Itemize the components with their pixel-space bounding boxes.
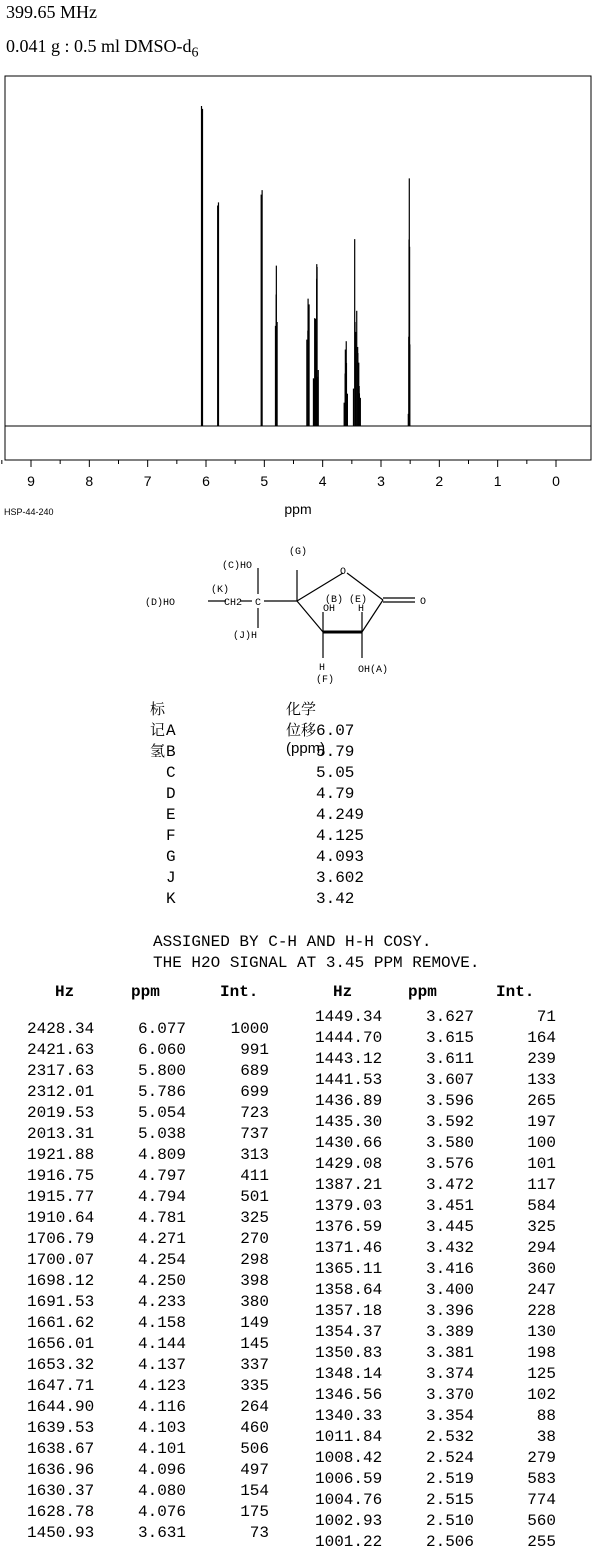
peak-hz: 1915.77: [27, 1188, 95, 1206]
peak-ppm: 4.101: [138, 1440, 187, 1458]
x-tick-label: 1: [493, 473, 502, 489]
peak-intensity: 88: [536, 1407, 556, 1425]
peak-ppm: 4.096: [138, 1461, 187, 1479]
x-tick-label: 2: [435, 473, 444, 489]
bond: [297, 601, 323, 632]
peak-ppm: 3.432: [426, 1239, 475, 1257]
label-k: (K): [211, 585, 230, 596]
peak-ppm: 3.472: [426, 1176, 475, 1194]
peak-hz: 1011.84: [315, 1428, 383, 1446]
assignment-shift: 4.125: [316, 827, 365, 845]
peak-intensity: 294: [527, 1239, 556, 1257]
peak-ppm: 6.077: [138, 1020, 187, 1038]
peak-hz: 1638.67: [27, 1440, 95, 1458]
peak-ppm: 5.786: [138, 1083, 187, 1101]
peak-ppm: 2.515: [426, 1491, 475, 1509]
note-line: THE H2O SIGNAL AT 3.45 PPM REMOVE.: [153, 954, 480, 972]
peak-intensity: 699: [240, 1083, 269, 1101]
peak-intensity: 313: [240, 1146, 269, 1164]
peak-hz: 1004.76: [315, 1491, 383, 1509]
x-tick-label: 8: [85, 473, 94, 489]
peak-intensity: 723: [240, 1104, 269, 1122]
peak-hz: 1450.93: [27, 1524, 95, 1542]
label-oh-a: OH(A): [358, 665, 389, 676]
peak-ppm: 4.781: [138, 1209, 187, 1227]
peak-hz: 1441.53: [315, 1071, 383, 1089]
peak-intensity: 398: [240, 1272, 269, 1290]
peak-intensity: 247: [527, 1281, 556, 1299]
peak-ppm: 3.354: [426, 1407, 475, 1425]
peak-hz: 2421.63: [27, 1041, 95, 1059]
peak-hz: 1358.64: [315, 1281, 383, 1299]
peak-hz: 1346.56: [315, 1386, 383, 1404]
label-f-h: H: [319, 663, 326, 674]
peak-header-int-right: Int.: [496, 983, 535, 1001]
peak-ppm: 4.076: [138, 1503, 187, 1521]
x-tick-label: 9: [27, 473, 35, 489]
peak-intensity: 73: [249, 1524, 269, 1542]
peak-hz: 1340.33: [315, 1407, 383, 1425]
note-line: ASSIGNED BY C-H AND H-H COSY.: [153, 933, 432, 951]
peak-intensity: 197: [527, 1113, 556, 1131]
peak-ppm: 2.524: [426, 1449, 475, 1467]
peak-header-hz-left: Hz: [55, 983, 75, 1001]
assignment-header-label: 标记氢: [150, 701, 166, 760]
peak-ppm: 4.254: [138, 1251, 187, 1269]
peak-intensity: 497: [240, 1461, 269, 1479]
plot-frame: [5, 76, 591, 460]
peak-ppm: 3.416: [426, 1260, 475, 1278]
peak-hz: 2312.01: [27, 1083, 95, 1101]
nmr-spectrum-chart: [0, 0, 595, 530]
peak-intensity: 38: [536, 1428, 556, 1446]
assignment-proton: A: [166, 722, 176, 740]
peak-ppm: 3.445: [426, 1218, 475, 1236]
peak-hz: 1387.21: [315, 1176, 383, 1194]
peak-intensity: 360: [527, 1260, 556, 1278]
peak-ppm: 4.080: [138, 1482, 187, 1500]
peak-intensity: 175: [240, 1503, 269, 1521]
peak-ppm: 4.103: [138, 1419, 187, 1437]
peak-header-ppm-right: ppm: [408, 983, 437, 1001]
x-tick-label: 6: [202, 473, 210, 489]
peak-ppm: 4.123: [138, 1377, 187, 1395]
peak-hz: 1371.46: [315, 1239, 383, 1257]
peak-hz: 1656.01: [27, 1335, 95, 1353]
peak-ppm: 3.389: [426, 1323, 475, 1341]
x-tick-label: 3: [377, 473, 385, 489]
assignment-shift: 4.093: [316, 848, 365, 866]
assignment-shift: 3.602: [316, 869, 365, 887]
peak-hz: 1653.32: [27, 1356, 95, 1374]
assignment-header-shift: 化学位移(ppm): [286, 701, 326, 757]
peak-ppm: 4.271: [138, 1230, 187, 1248]
peak-ppm: 2.510: [426, 1512, 475, 1530]
peak-ppm: 2.519: [426, 1470, 475, 1488]
assignment-shift: 5.79: [316, 743, 355, 761]
peak-intensity: 255: [527, 1533, 556, 1551]
peak-ppm: 3.631: [138, 1524, 187, 1542]
x-tick-label: 0: [552, 473, 560, 489]
label-e: (E): [349, 595, 368, 606]
peak-ppm: 3.396: [426, 1302, 475, 1320]
assignment-proton: J: [166, 869, 176, 887]
assignment-proton: G: [166, 848, 176, 866]
peak-hz: 1691.53: [27, 1293, 95, 1311]
label-ring-o: O: [340, 567, 347, 578]
peak-hz: 1350.83: [315, 1344, 383, 1362]
peak-hz: 1348.14: [315, 1365, 383, 1383]
peak-intensity: 133: [527, 1071, 556, 1089]
peak-hz: 1365.11: [315, 1260, 383, 1278]
peak-hz: 1921.88: [27, 1146, 95, 1164]
peak-intensity: 149: [240, 1314, 269, 1332]
notes: [153, 932, 479, 974]
peak-intensity: 583: [527, 1470, 556, 1488]
peak-hz: 1630.37: [27, 1482, 95, 1500]
peak-hz: 1443.12: [315, 1050, 383, 1068]
peak-hz: 1639.53: [27, 1419, 95, 1437]
peak-hz: 1001.22: [315, 1533, 383, 1551]
peak-hz: 1910.64: [27, 1209, 95, 1227]
x-axis-label: ppm: [284, 501, 312, 517]
peak-ppm: 3.607: [426, 1071, 475, 1089]
structure-diagram: [140, 540, 440, 690]
peak-hz: 1444.70: [315, 1029, 383, 1047]
peak-intensity: 117: [527, 1176, 556, 1194]
peak-intensity: 335: [240, 1377, 269, 1395]
x-tick-label: 4: [318, 473, 327, 489]
peak-ppm: 4.797: [138, 1167, 187, 1185]
peak-intensity: 460: [240, 1419, 269, 1437]
peak-intensity: 145: [240, 1335, 269, 1353]
peak-intensity: 239: [527, 1050, 556, 1068]
peak-hz: 1706.79: [27, 1230, 95, 1248]
peak-ppm: 4.116: [138, 1398, 187, 1416]
assignment-proton: B: [166, 743, 176, 761]
peak-hz: 1002.93: [315, 1512, 383, 1530]
peak-intensity: 264: [240, 1398, 269, 1416]
label-carbonyl-o: O: [420, 597, 427, 608]
peak-hz: 1379.03: [315, 1197, 383, 1215]
peak-intensity: 1000: [230, 1020, 269, 1038]
peak-hz: 2019.53: [27, 1104, 95, 1122]
peak-ppm: 3.596: [426, 1092, 475, 1110]
label-e-h: H: [358, 604, 365, 615]
assignment-shift: 4.79: [316, 785, 355, 803]
peak-ppm: 5.800: [138, 1062, 187, 1080]
peak-intensity: 298: [240, 1251, 269, 1269]
label-f: (F): [316, 675, 335, 686]
peak-hz: 2428.34: [27, 1020, 95, 1038]
peak-hz: 1429.08: [315, 1155, 383, 1173]
peak-header-ppm-left: ppm: [131, 983, 160, 1001]
x-tick-label: 5: [260, 473, 269, 489]
peak-ppm: 5.038: [138, 1125, 187, 1143]
peak-ppm: 3.400: [426, 1281, 475, 1299]
x-axis: [2, 460, 560, 489]
peak-intensity: 506: [240, 1440, 269, 1458]
peak-hz: 1376.59: [315, 1218, 383, 1236]
peak-hz: 1628.78: [27, 1503, 95, 1521]
sample-subscript: 6: [191, 45, 199, 61]
peak-ppm: 5.054: [138, 1104, 187, 1122]
peak-intensity: 337: [240, 1356, 269, 1374]
peak-hz: 1449.34: [315, 1008, 383, 1026]
peak-hz: 1661.62: [27, 1314, 95, 1332]
peak-ppm: 4.137: [138, 1356, 187, 1374]
label-c: C: [255, 598, 262, 609]
peak-ppm: 4.250: [138, 1272, 187, 1290]
peak-intensity: 411: [240, 1167, 269, 1185]
peak-hz: 1647.71: [27, 1377, 95, 1395]
peak-intensity: 100: [527, 1134, 556, 1152]
assignment-shift: 5.05: [316, 764, 355, 782]
peak-intensity: 101: [527, 1155, 556, 1173]
peak-hz: 1006.59: [315, 1470, 383, 1488]
peak-intensity: 325: [240, 1209, 269, 1227]
peak-intensity: 774: [527, 1491, 556, 1509]
peak-intensity: 71: [536, 1008, 556, 1026]
peak-hz: 2317.63: [27, 1062, 95, 1080]
peak-hz: 1698.12: [27, 1272, 95, 1290]
assignment-proton: E: [166, 806, 176, 824]
label-g: (G): [289, 547, 308, 558]
peak-hz: 1354.37: [315, 1323, 383, 1341]
peak-hz: 1644.90: [27, 1398, 95, 1416]
peak-ppm: 3.370: [426, 1386, 475, 1404]
peak-hz: 1636.96: [27, 1461, 95, 1479]
peak-intensity: 560: [527, 1512, 556, 1530]
peak-ppm: 3.580: [426, 1134, 475, 1152]
label-j-h: (J)H: [233, 631, 258, 642]
peak-intensity: 164: [527, 1029, 556, 1047]
peak-intensity: 270: [240, 1230, 269, 1248]
peak-intensity: 689: [240, 1062, 269, 1080]
peak-hz: 1008.42: [315, 1449, 383, 1467]
peak-ppm: 3.592: [426, 1113, 475, 1131]
peak-ppm: 2.532: [426, 1428, 475, 1446]
peak-intensity: 991: [240, 1041, 269, 1059]
assignment-shift: 4.249: [316, 806, 365, 824]
peak-hz: 1436.89: [315, 1092, 383, 1110]
peak-intensity: 228: [527, 1302, 556, 1320]
peak-intensity: 125: [527, 1365, 556, 1383]
assignment-proton: K: [166, 890, 176, 908]
peak-intensity: 154: [240, 1482, 269, 1500]
peak-intensity: 737: [240, 1125, 269, 1143]
peak-ppm: 2.506: [426, 1533, 475, 1551]
peak-hz: 1430.66: [315, 1134, 383, 1152]
spectrometer-frequency: 399.65 MHz: [6, 2, 97, 22]
peak-intensity: 130: [527, 1323, 556, 1341]
label-d-ho: (D)HO: [145, 598, 176, 609]
label-ch2: CH2: [224, 598, 243, 609]
peak-ppm: 3.576: [426, 1155, 475, 1173]
peak-ppm: 3.381: [426, 1344, 475, 1362]
peak-intensity: 501: [240, 1188, 269, 1206]
peak-intensity: 279: [527, 1449, 556, 1467]
peak-ppm: 3.374: [426, 1365, 475, 1383]
peak-intensity: 325: [527, 1218, 556, 1236]
label-b-oh: OH: [323, 604, 336, 615]
peak-header-int-left: Int.: [220, 983, 259, 1001]
peak-ppm: 4.233: [138, 1293, 187, 1311]
peak-intensity: 265: [527, 1092, 556, 1110]
assignment-shift: 6.07: [316, 722, 355, 740]
assignment-proton: F: [166, 827, 176, 845]
peak-ppm: 4.809: [138, 1146, 187, 1164]
assignment-proton: C: [166, 764, 176, 782]
peak-intensity: 380: [240, 1293, 269, 1311]
peak-hz: 1357.18: [315, 1302, 383, 1320]
peak-header-hz-right: Hz: [333, 983, 353, 1001]
peak-ppm: 3.627: [426, 1008, 475, 1026]
peak-ppm: 4.794: [138, 1188, 187, 1206]
x-tick-label: 7: [143, 473, 152, 489]
peak-hz: 1916.75: [27, 1167, 95, 1185]
peak-ppm: 3.451: [426, 1197, 475, 1215]
peak-ppm: 3.611: [426, 1050, 475, 1068]
spectrum-code: HSP-44-240: [4, 507, 54, 517]
peak-intensity: 584: [527, 1197, 556, 1215]
peak-ppm: 3.615: [426, 1029, 475, 1047]
peak-intensity: 102: [527, 1386, 556, 1404]
peak-ppm: 4.144: [138, 1335, 187, 1353]
peak-hz: 2013.31: [27, 1125, 95, 1143]
peak-ppm: 4.158: [138, 1314, 187, 1332]
peak-ppm: 6.060: [138, 1041, 187, 1059]
sample-main: 0.041 g : 0.5 ml DMSO-d: [6, 36, 192, 56]
assignment-proton: D: [166, 785, 176, 803]
label-b: (B): [325, 595, 344, 606]
peak-hz: 1700.07: [27, 1251, 95, 1269]
label-c-ho: (C)HO: [222, 561, 253, 572]
peak-intensity: 198: [527, 1344, 556, 1362]
peak-hz: 1435.30: [315, 1113, 383, 1131]
peak-group: [202, 106, 410, 426]
assignment-shift: 3.42: [316, 890, 355, 908]
